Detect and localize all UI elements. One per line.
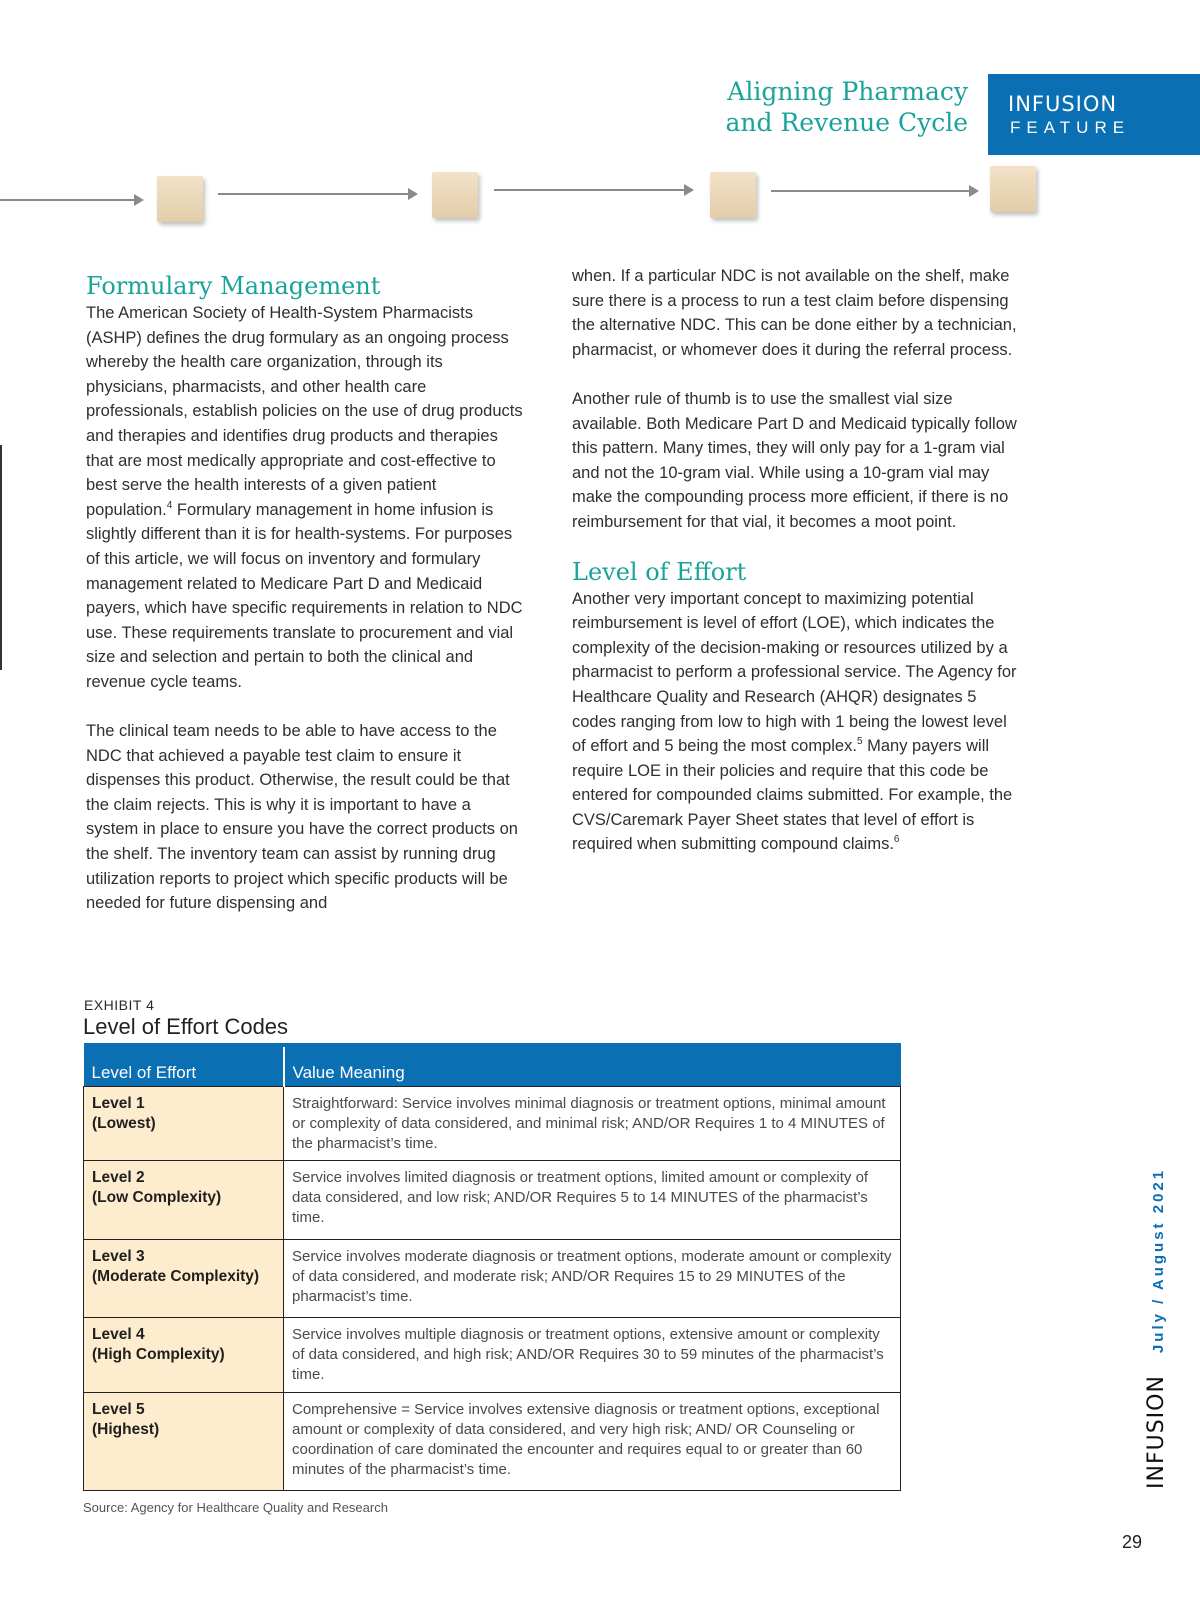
meaning-cell: Service involves limited diagnosis or treatment options, limited amount or complexity of data considered, and low risk; AND/OR Requires 5 to 14 MINUTES of the pharmacist’s time. <box>284 1161 901 1240</box>
level-cell: Level 1 (Lowest) <box>84 1087 284 1161</box>
article-title-line1: Aligning Pharmacy <box>727 77 968 106</box>
body-paragraph: The clinical team needs to be able to have access to the NDC that achieved a payable test claim to ensure it dispenses this product. Otherwise, the result could be that the claim rejects. This is why it is important to have a system in place to ensure you have the correct products on the shelf. The inventory team can assist by running drug utilization reports to project which specific products will be needed for future dispensing and <box>86 722 518 913</box>
body-paragraph: The American Society of Health-System Pharmacists (ASHP) defines the drug formulary as an ongoing process whereby the health care organization, through its physicians, pharmacists, and other health care professionals, establish policies on the use of drug products and therapies and identifies drug products and therapies that are most medically appropriate and cost-effective to best serve the health interests of a given patient population.$^4$ Formulary management in home infusion is slightly different than it is for health-systems. For purposes of this article, we will focus on inventory and formulary management related to Medicare Part D and Medicaid payers, which have specific requirements in relation to NDC use. These requirements translate to procurement and vial size and selection and pertain to both the clinical and revenue cycle teams. <box>86 304 523 691</box>
meaning-cell: Comprehensive = Service involves extensive diagnosis or treatment options, exceptional amount or complexity of data considered, and very high risk; AND/ OR Counseling or coordination of care dominated the encounter and requires equal to or greater than 60 minutes of the pharmacist’s time. <box>284 1393 901 1491</box>
table-header-row <box>84 1045 901 1087</box>
right-column <box>572 264 1020 857</box>
table-row <box>84 1161 901 1240</box>
page-edge-marks <box>0 445 5 670</box>
level-cell: Level 2 (Low Complexity) <box>84 1161 284 1240</box>
wooden-block-icon <box>990 166 1036 212</box>
body-paragraph: Another very important concept to maximizing potential reimbursement is level of effort (LOE), which indicates the complexity of the decision-making or resources utilized by a pharmacist to perform a professional service. The Agency for Healthcare Quality and Research (AHQR) designates 5 codes ranging from low to high with 1 being the lowest level of effort and 5 being the most complex.$^5$ Many payers will require LOE in their policies and require that this code be entered for compounded claims submitted. For example, the CVS/Caremark Payer Sheet states that level of effort is required when submitting compound claims.$^6$ <box>572 589 1017 854</box>
arrow-icon <box>0 199 136 201</box>
table-source-note: Source: Agency for Healthcare Quality and Research <box>83 1500 388 1515</box>
wooden-block-icon <box>710 172 756 218</box>
reference-marker: 6 <box>893 834 900 846</box>
article-title <box>726 76 968 138</box>
level-cell: Level 4 (High Complexity) <box>84 1318 284 1393</box>
left-column <box>86 271 524 916</box>
level-cell: Level 5 (Highest) <box>84 1393 284 1491</box>
infusion-logo: INFUSION <box>1008 92 1118 116</box>
exhibit-label: EXHIBIT 4 <box>84 997 155 1013</box>
body-paragraph: when. If a particular NDC is not available on the shelf, make sure there is a process to run a test claim before dispensing the alternative NDC. This can be done either by a technician, pharmacist, or whomever does it during the referral process. <box>572 267 1017 359</box>
table-row <box>84 1393 901 1491</box>
vertical-footer <box>1144 1168 1169 1489</box>
wooden-block-icon <box>432 172 478 218</box>
arrow-icon <box>494 189 686 191</box>
body-paragraph: Another rule of thumb is to use the smallest vial size available. Both Medicare Part D and Medicaid typically follow this pattern. Many times, they will only pay for a 1-gram vial and not the 10-gram vial. While using a 10-gram vial may make the compounding process more efficient, if there is no reimbursement for that vial, it becomes a moot point. <box>572 389 1017 531</box>
level-of-effort-table <box>83 1043 901 1491</box>
meaning-cell: Service involves multiple diagnosis or treatment options, extensive amount or complexity of data considered, and high risk; AND/OR Requires 30 to 59 minutes of the pharmacist’s time. <box>284 1318 901 1393</box>
reference-marker: 5 <box>856 736 863 748</box>
level-cell: Level 3 (Moderate Complexity) <box>84 1240 284 1318</box>
page-number: 29 <box>1122 1532 1143 1552</box>
arrow-icon <box>218 193 410 195</box>
arrow-icon <box>771 190 971 192</box>
table-row <box>84 1240 901 1318</box>
reference-marker: 4 <box>166 499 173 511</box>
table-row <box>84 1318 901 1393</box>
column-header-meaning: Value Meaning <box>284 1045 901 1087</box>
feature-label: FEATURE <box>1010 118 1131 137</box>
exhibit-title: Level of Effort Codes <box>83 1014 289 1039</box>
meaning-cell: Service involves moderate diagnosis or treatment options, moderate amount or complexity of data considered, and moderate risk; AND/OR Requires 15 to 29 MINUTES of the pharmacist’s time. <box>284 1240 901 1318</box>
infusion-logo-vertical: INFUSION <box>1144 1375 1169 1489</box>
section-heading-level-of-effort: Level of Effort <box>572 557 747 586</box>
wooden-block-icon <box>157 176 203 222</box>
section-heading-formulary: Formulary Management <box>86 272 381 300</box>
issue-date: July / August 2021 <box>1150 1167 1167 1354</box>
section-brand-box <box>988 74 1200 155</box>
article-title-line2: and Revenue Cycle <box>725 108 968 137</box>
meaning-cell: Straightforward: Service involves minimal diagnosis or treatment options, minimal amount or complexity of data considered, and minimal risk; AND/OR Requires 1 to 4 MINUTES of the pharmacist’s time. <box>284 1087 901 1161</box>
process-flow-graphic <box>0 160 1200 240</box>
table-row <box>84 1087 901 1161</box>
column-header-level: Level of Effort <box>84 1045 284 1087</box>
